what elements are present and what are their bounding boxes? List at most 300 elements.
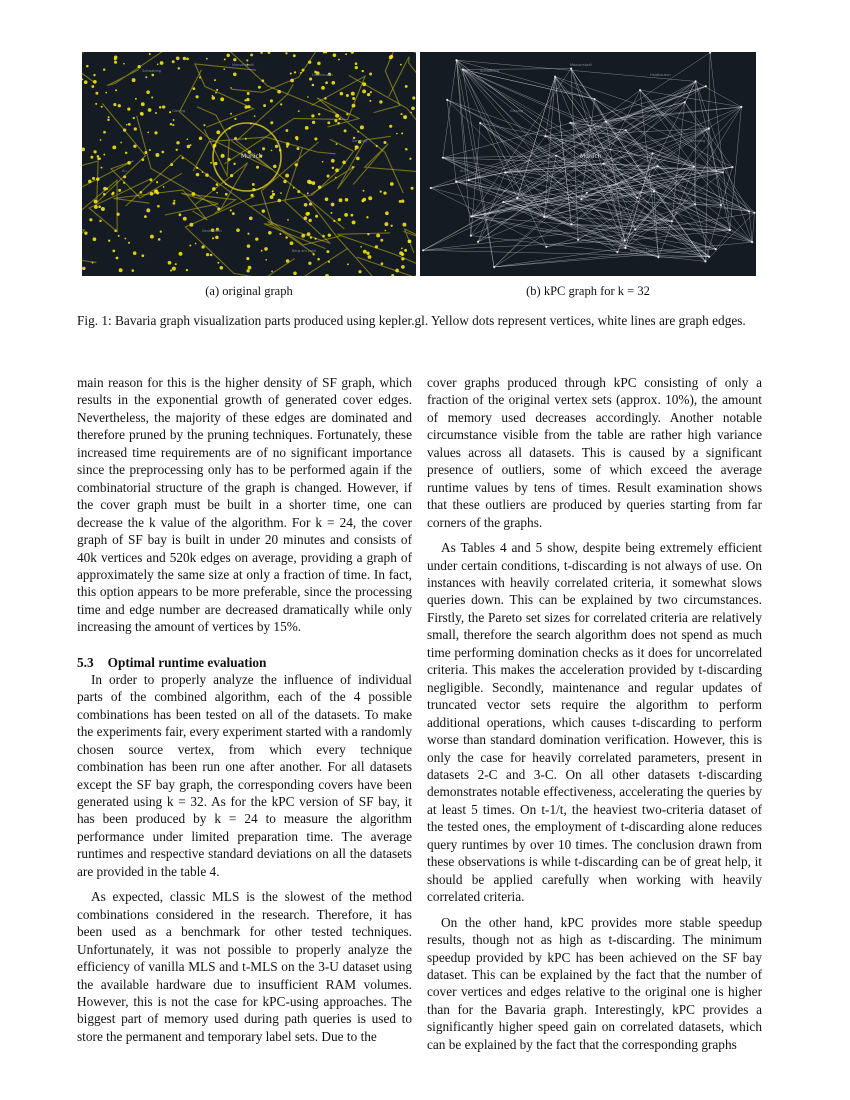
graph-vertex [230, 87, 232, 89]
graph-vertex [308, 262, 311, 265]
graph-vertex [214, 79, 216, 81]
graph-vertex [285, 174, 289, 178]
paragraph: In order to properly analyze the influence of individual parts of the combined algorithm, each of the 4 possible combinations has been tested on all of the datasets. To make the experiments fair, every experiment started with a randomly chosen source vertex, from which every technique combination has been run one after another. For all datasets except the SF bay graph, the corresponding covers have been generated using k = 32. As for the kPC version of SF bay, it has been produced by k = 24 to measure the algorithm performance under limited preparation time. The average runtimes and respective standard deviations on all the datasets are provided in the table 4. [77, 671, 412, 879]
graph-vertex [352, 166, 354, 168]
graph-vertex [189, 223, 193, 227]
graph-vertex [363, 190, 365, 192]
graph-vertex [233, 163, 235, 165]
graph-vertex [272, 190, 274, 192]
cover-vertex [729, 229, 731, 231]
map-district-label: Neuhausen [202, 229, 222, 233]
graph-vertex [270, 121, 273, 124]
graph-vertex [335, 168, 339, 172]
graph-vertex [254, 115, 256, 117]
graph-vertex [95, 92, 98, 95]
graph-vertex [311, 114, 314, 117]
graph-vertex [147, 132, 149, 134]
graph-vertex [183, 57, 186, 60]
cover-vertex [705, 85, 707, 87]
graph-vertex [160, 230, 162, 232]
graph-vertex [252, 183, 255, 186]
graph-vertex [103, 131, 106, 134]
graph-vertex [402, 223, 406, 227]
graph-vertex [309, 203, 312, 206]
graph-vertex [114, 57, 117, 60]
cover-vertex [694, 203, 696, 205]
cover-vertex [462, 68, 464, 70]
graph-vertex [105, 92, 107, 94]
graph-vertex [216, 130, 220, 134]
graph-vertex [331, 203, 335, 207]
graph-vertex [335, 177, 337, 179]
graph-vertex [103, 154, 105, 156]
graph-vertex [111, 193, 114, 196]
graph-vertex [408, 239, 412, 243]
graph-vertex [326, 250, 329, 253]
graph-vertex [309, 77, 312, 80]
graph-vertex [252, 188, 255, 191]
cover-vertex [569, 122, 571, 124]
graph-vertex [223, 68, 225, 70]
cover-vertex [493, 266, 495, 268]
map-district-label: Sendling [690, 139, 706, 143]
graph-vertex [236, 228, 240, 232]
map-district-label: Au [122, 169, 127, 173]
graph-vertex [215, 236, 219, 240]
graph-vertex [293, 54, 296, 57]
map-district-label: Sendling [352, 139, 368, 143]
graph-vertex [271, 150, 273, 152]
graph-vertex [112, 250, 115, 253]
figure-caption: Fig. 1: Bavaria graph visualization parts produced using kepler.gl. Yellow dots represent vertices, white lines are graph edges. [77, 313, 746, 328]
graph-vertex [203, 124, 205, 126]
graph-vertex [246, 98, 249, 101]
graph-vertex [250, 53, 253, 56]
graph-vertex [128, 123, 131, 126]
graph-vertex [247, 244, 251, 248]
graph-vertex [114, 230, 117, 233]
graph-vertex [334, 119, 337, 122]
graph-vertex [210, 254, 213, 257]
cover-vertex [455, 180, 457, 182]
graph-vertex [123, 182, 125, 184]
graph-vertex [172, 267, 176, 271]
paragraph: main reason for this is the higher density of SF graph, which results in the exponential growth of generated cover edges. Nevertheless, the majority of these edges are dominated and therefore pruned by the pruning techniques. Fortunately, these increased time requirements are of no significant importance since the preprocessing only has to be performed again if the combinatorial structure of the graph is changed. However, if the cover graph must be built in a shorter time, one can decrease the k value of the algorithm. For k = 24, the cover graph of SF bay is built in under 20 minutes and consists of 40k vertices and 520k edges on average, providing a graph of approximately the same size at only a fraction of time. In fact, this option appears to be more preferable, since the processing time and edge number are decreased dramatically while only increasing the amount of vertices by 15%. [77, 375, 412, 635]
graph-vertex [88, 180, 92, 184]
graph-vertex [264, 247, 268, 251]
graph-vertex [149, 53, 151, 55]
graph-vertex [317, 258, 320, 261]
graph-vertex [245, 138, 247, 140]
map-city-label: Munich [241, 153, 263, 160]
graph-vertex [278, 199, 282, 203]
graph-vertex [255, 237, 258, 240]
graph-vertex [245, 106, 248, 109]
graph-vertex [225, 193, 228, 196]
graph-vertex [379, 100, 382, 103]
graph-vertex [144, 151, 147, 154]
graph-vertex [144, 215, 147, 218]
graph-vertex [133, 251, 137, 255]
graph-vertex [157, 205, 160, 208]
graph-vertex [196, 95, 199, 98]
graph-vertex [368, 196, 372, 200]
graph-vertex [283, 180, 286, 183]
graph-vertex [233, 58, 236, 61]
cover-vertex [722, 171, 724, 173]
kpc-graph-map [420, 52, 756, 276]
graph-vertex [176, 56, 180, 60]
graph-vertex [119, 268, 123, 272]
graph-vertex [173, 119, 175, 121]
graph-vertex [346, 113, 348, 115]
graph-vertex [332, 167, 335, 170]
graph-vertex [302, 69, 305, 72]
graph-vertex [333, 220, 335, 222]
graph-vertex [173, 200, 175, 202]
graph-vertex [134, 127, 137, 130]
graph-vertex [362, 89, 366, 93]
graph-vertex [156, 181, 158, 183]
graph-vertex [345, 53, 347, 55]
graph-vertex [295, 136, 299, 140]
graph-vertex [248, 266, 252, 270]
graph-vertex [99, 220, 101, 222]
graph-vertex [261, 79, 264, 82]
graph-vertex [216, 192, 218, 194]
graph-vertex [383, 141, 386, 144]
graph-vertex [308, 61, 311, 64]
graph-vertex [335, 114, 339, 118]
cover-vertex [695, 80, 697, 82]
graph-vertex [280, 103, 282, 105]
graph-vertex [401, 257, 404, 260]
graph-vertex [279, 149, 282, 152]
graph-vertex [270, 99, 273, 102]
graph-vertex [118, 189, 121, 192]
graph-vertex [354, 148, 356, 150]
original-graph-map [82, 52, 416, 276]
cover-vertex [470, 235, 472, 237]
graph-vertex [400, 113, 402, 115]
graph-vertex [149, 149, 151, 151]
graph-vertex [112, 145, 116, 149]
graph-vertex [322, 161, 324, 163]
graph-vertex [178, 67, 180, 69]
cover-vertex [555, 155, 557, 157]
panel-original-graph [82, 52, 416, 276]
cover-vertex [570, 223, 572, 225]
graph-vertex [263, 104, 266, 107]
graph-vertex [294, 71, 296, 73]
graph-vertex [118, 104, 121, 107]
graph-vertex [317, 62, 320, 65]
cover-vertex [593, 98, 595, 100]
graph-vertex [95, 103, 97, 105]
graph-vertex [250, 123, 252, 125]
cover-vertex [753, 212, 755, 214]
graph-vertex [312, 84, 315, 87]
graph-vertex [342, 160, 346, 164]
graph-vertex [84, 232, 87, 235]
graph-vertex [261, 250, 263, 252]
graph-vertex [290, 241, 294, 245]
graph-vertex [113, 103, 116, 106]
graph-vertex [338, 218, 341, 221]
graph-vertex [375, 245, 378, 248]
graph-vertex [159, 106, 162, 109]
cover-vertex [446, 99, 448, 101]
cover-vertex [636, 197, 638, 199]
graph-vertex [297, 147, 300, 150]
graph-vertex [151, 74, 154, 77]
map-district-label: Maxvorstadt [570, 63, 592, 67]
graph-vertex [324, 97, 327, 100]
graph-vertex [141, 102, 145, 106]
graph-vertex [360, 125, 364, 129]
graph-vertex [410, 112, 412, 114]
cover-vertex [602, 163, 604, 165]
cover-vertex [624, 240, 626, 242]
graph-vertex [93, 237, 97, 241]
graph-vertex [230, 113, 232, 115]
graph-vertex [150, 192, 154, 196]
graph-vertex [350, 214, 353, 217]
graph-vertex [132, 269, 135, 272]
cover-vertex [422, 249, 424, 251]
graph-vertex [140, 191, 143, 194]
graph-vertex [247, 269, 250, 272]
graph-vertex [368, 255, 372, 259]
graph-vertex [273, 165, 277, 169]
graph-vertex [312, 181, 316, 185]
graph-vertex [199, 76, 201, 78]
graph-vertex [138, 65, 141, 68]
graph-vertex [150, 235, 154, 239]
graph-vertex [212, 187, 216, 191]
graph-vertex [107, 119, 109, 121]
graph-vertex [331, 159, 335, 163]
graph-vertex [195, 243, 197, 245]
map-district-label: Haidhausen [650, 73, 671, 77]
graph-vertex [125, 238, 127, 240]
graph-vertex [250, 194, 253, 197]
graph-vertex [246, 257, 249, 260]
graph-vertex [401, 265, 405, 269]
graph-vertex [307, 96, 309, 98]
section-title: Optimal runtime evaluation [107, 654, 267, 670]
graph-vertex [333, 53, 337, 57]
graph-vertex [84, 80, 88, 84]
graph-vertex [362, 201, 364, 203]
graph-vertex [344, 213, 348, 217]
graph-vertex [352, 220, 356, 224]
graph-vertex [352, 104, 356, 108]
right-column [427, 374, 762, 1053]
graph-vertex [307, 192, 309, 194]
graph-vertex [225, 183, 227, 185]
graph-vertex [172, 60, 175, 63]
cover-vertex [708, 256, 710, 258]
graph-vertex [108, 116, 110, 118]
graph-vertex [275, 145, 278, 148]
graph-vertex [321, 86, 325, 90]
graph-vertex [300, 72, 302, 74]
cover-vertex [720, 204, 722, 206]
cover-vertex [671, 220, 673, 222]
graph-vertex [340, 92, 344, 96]
graph-vertex [116, 213, 119, 216]
cover-vertex [657, 165, 659, 167]
graph-vertex [227, 158, 230, 161]
paragraph: cover graphs produced through kPC consisting of only a fraction of the original vertex sets (approx. 10%), the amount of memory used decreases accordingly. Another notable circumstance visible from the table are rather high variance values across all datasets. This is caused by a significant presence of outliers, some of which exceed the average runtime values by tens of times. Result examination shows that these outliers are produced by queries starting from far corners of the graphs. [427, 375, 762, 530]
graph-vertex [114, 61, 117, 64]
graph-vertex [309, 219, 312, 222]
graph-vertex [338, 59, 340, 61]
graph-vertex [384, 230, 386, 232]
graph-vertex [295, 163, 298, 166]
graph-vertex [285, 129, 288, 132]
cover-vertex [740, 106, 742, 108]
graph-vertex [358, 270, 361, 273]
graph-vertex [328, 234, 331, 237]
graph-vertex [212, 237, 214, 239]
graph-vertex [91, 85, 94, 88]
graph-vertex [206, 58, 208, 60]
graph-vertex [123, 175, 126, 178]
graph-vertex [221, 154, 225, 158]
graph-vertex [148, 108, 152, 112]
panel-kpc-graph [420, 52, 756, 276]
graph-vertex [369, 100, 371, 102]
graph-vertex [411, 187, 414, 190]
graph-vertex [220, 97, 224, 101]
graph-vertex [405, 85, 408, 88]
subcaption-b: (b) kPC graph for k = 32 [526, 284, 650, 298]
graph-vertex [217, 208, 220, 211]
graph-vertex [101, 207, 105, 211]
graph-vertex [331, 81, 335, 85]
cover-vertex [580, 198, 582, 200]
graph-vertex [389, 125, 392, 128]
graph-vertex [396, 133, 398, 135]
graph-vertex [339, 117, 341, 119]
graph-vertex [156, 191, 159, 194]
map-district-label: Schwabing [480, 69, 500, 73]
graph-vertex [133, 145, 136, 148]
graph-vertex [93, 80, 97, 84]
graph-vertex [232, 212, 235, 215]
graph-vertex [307, 232, 311, 236]
graph-vertex [277, 90, 281, 94]
cover-vertex [625, 129, 627, 131]
graph-vertex [103, 68, 105, 70]
graph-vertex [205, 173, 209, 177]
graph-vertex [244, 99, 246, 101]
graph-vertex [210, 162, 212, 164]
paragraph: As expected, classic MLS is the slowest of the method combinations considered in the research. Therefore, it has been used as a benchmark for other tested techniques. Unfortunately, it was not possible to properly analyze the efficiency of vanilla MLS and t-MLS on the 3-U dataset using the available hardware due to insufficient RAM volumes. However, this is not the case for kPC-using approaches. The biggest part of memory used during path queries is used to store the permanent and temporary label sets. Due to the [77, 889, 412, 1044]
graph-vertex [82, 267, 86, 271]
graph-vertex [247, 92, 250, 95]
graph-vertex [367, 233, 369, 235]
graph-vertex [315, 238, 317, 240]
graph-vertex [173, 202, 176, 205]
graph-vertex [234, 118, 236, 120]
map-district-label: Au [460, 169, 465, 173]
map-district-label: Schwabing [142, 69, 162, 73]
graph-vertex [176, 141, 179, 144]
graph-vertex [93, 150, 96, 153]
left-column [77, 374, 412, 1045]
graph-vertex [346, 94, 349, 97]
graph-vertex [158, 238, 161, 241]
cover-vertex [605, 121, 607, 123]
graph-vertex [384, 222, 388, 226]
graph-vertex [376, 234, 380, 238]
map-district-label: Berg am Laim [292, 249, 317, 253]
graph-vertex [163, 186, 165, 188]
graph-vertex [128, 242, 130, 244]
graph-vertex [310, 236, 312, 238]
map-district-label: Neuhausen [540, 229, 560, 233]
graph-vertex [395, 269, 399, 273]
graph-vertex [380, 239, 383, 242]
graph-vertex [385, 211, 389, 215]
graph-vertex [193, 87, 196, 90]
graph-vertex [293, 272, 297, 276]
graph-vertex [192, 192, 196, 196]
graph-vertex [118, 235, 120, 237]
graph-vertex [380, 190, 382, 192]
graph-vertex [176, 149, 178, 151]
graph-vertex [169, 111, 171, 113]
map-district-label: Giesing [172, 109, 186, 113]
graph-vertex [229, 127, 231, 129]
graph-vertex [271, 271, 273, 273]
graph-vertex [304, 216, 308, 220]
graph-vertex [369, 73, 372, 76]
cover-vertex [430, 187, 432, 189]
graph-vertex [116, 257, 119, 260]
graph-vertex [101, 106, 103, 108]
cover-vertex [715, 248, 717, 250]
graph-vertex [370, 91, 372, 93]
graph-vertex [93, 74, 95, 76]
graph-vertex [345, 198, 349, 202]
graph-vertex [161, 151, 164, 154]
graph-vertex [126, 124, 128, 126]
graph-vertex [270, 195, 274, 199]
graph-vertex [312, 253, 314, 255]
graph-vertex [89, 218, 92, 221]
graph-vertex [212, 96, 216, 100]
graph-vertex [160, 61, 164, 65]
graph-vertex [298, 110, 300, 112]
cover-vertex [545, 246, 547, 248]
graph-vertex [127, 161, 131, 165]
graph-vertex [381, 262, 384, 265]
graph-vertex [256, 166, 259, 169]
graph-vertex [279, 233, 281, 235]
section-number: 5.3 [77, 654, 94, 670]
cover-vertex [543, 216, 545, 218]
graph-vertex [327, 121, 330, 124]
map-district-label: Berg am Laim [630, 249, 655, 253]
map-district-label: Haidhausen [312, 73, 333, 77]
graph-vertex [133, 117, 135, 119]
graph-vertex [186, 269, 188, 271]
graph-vertex [162, 105, 165, 108]
